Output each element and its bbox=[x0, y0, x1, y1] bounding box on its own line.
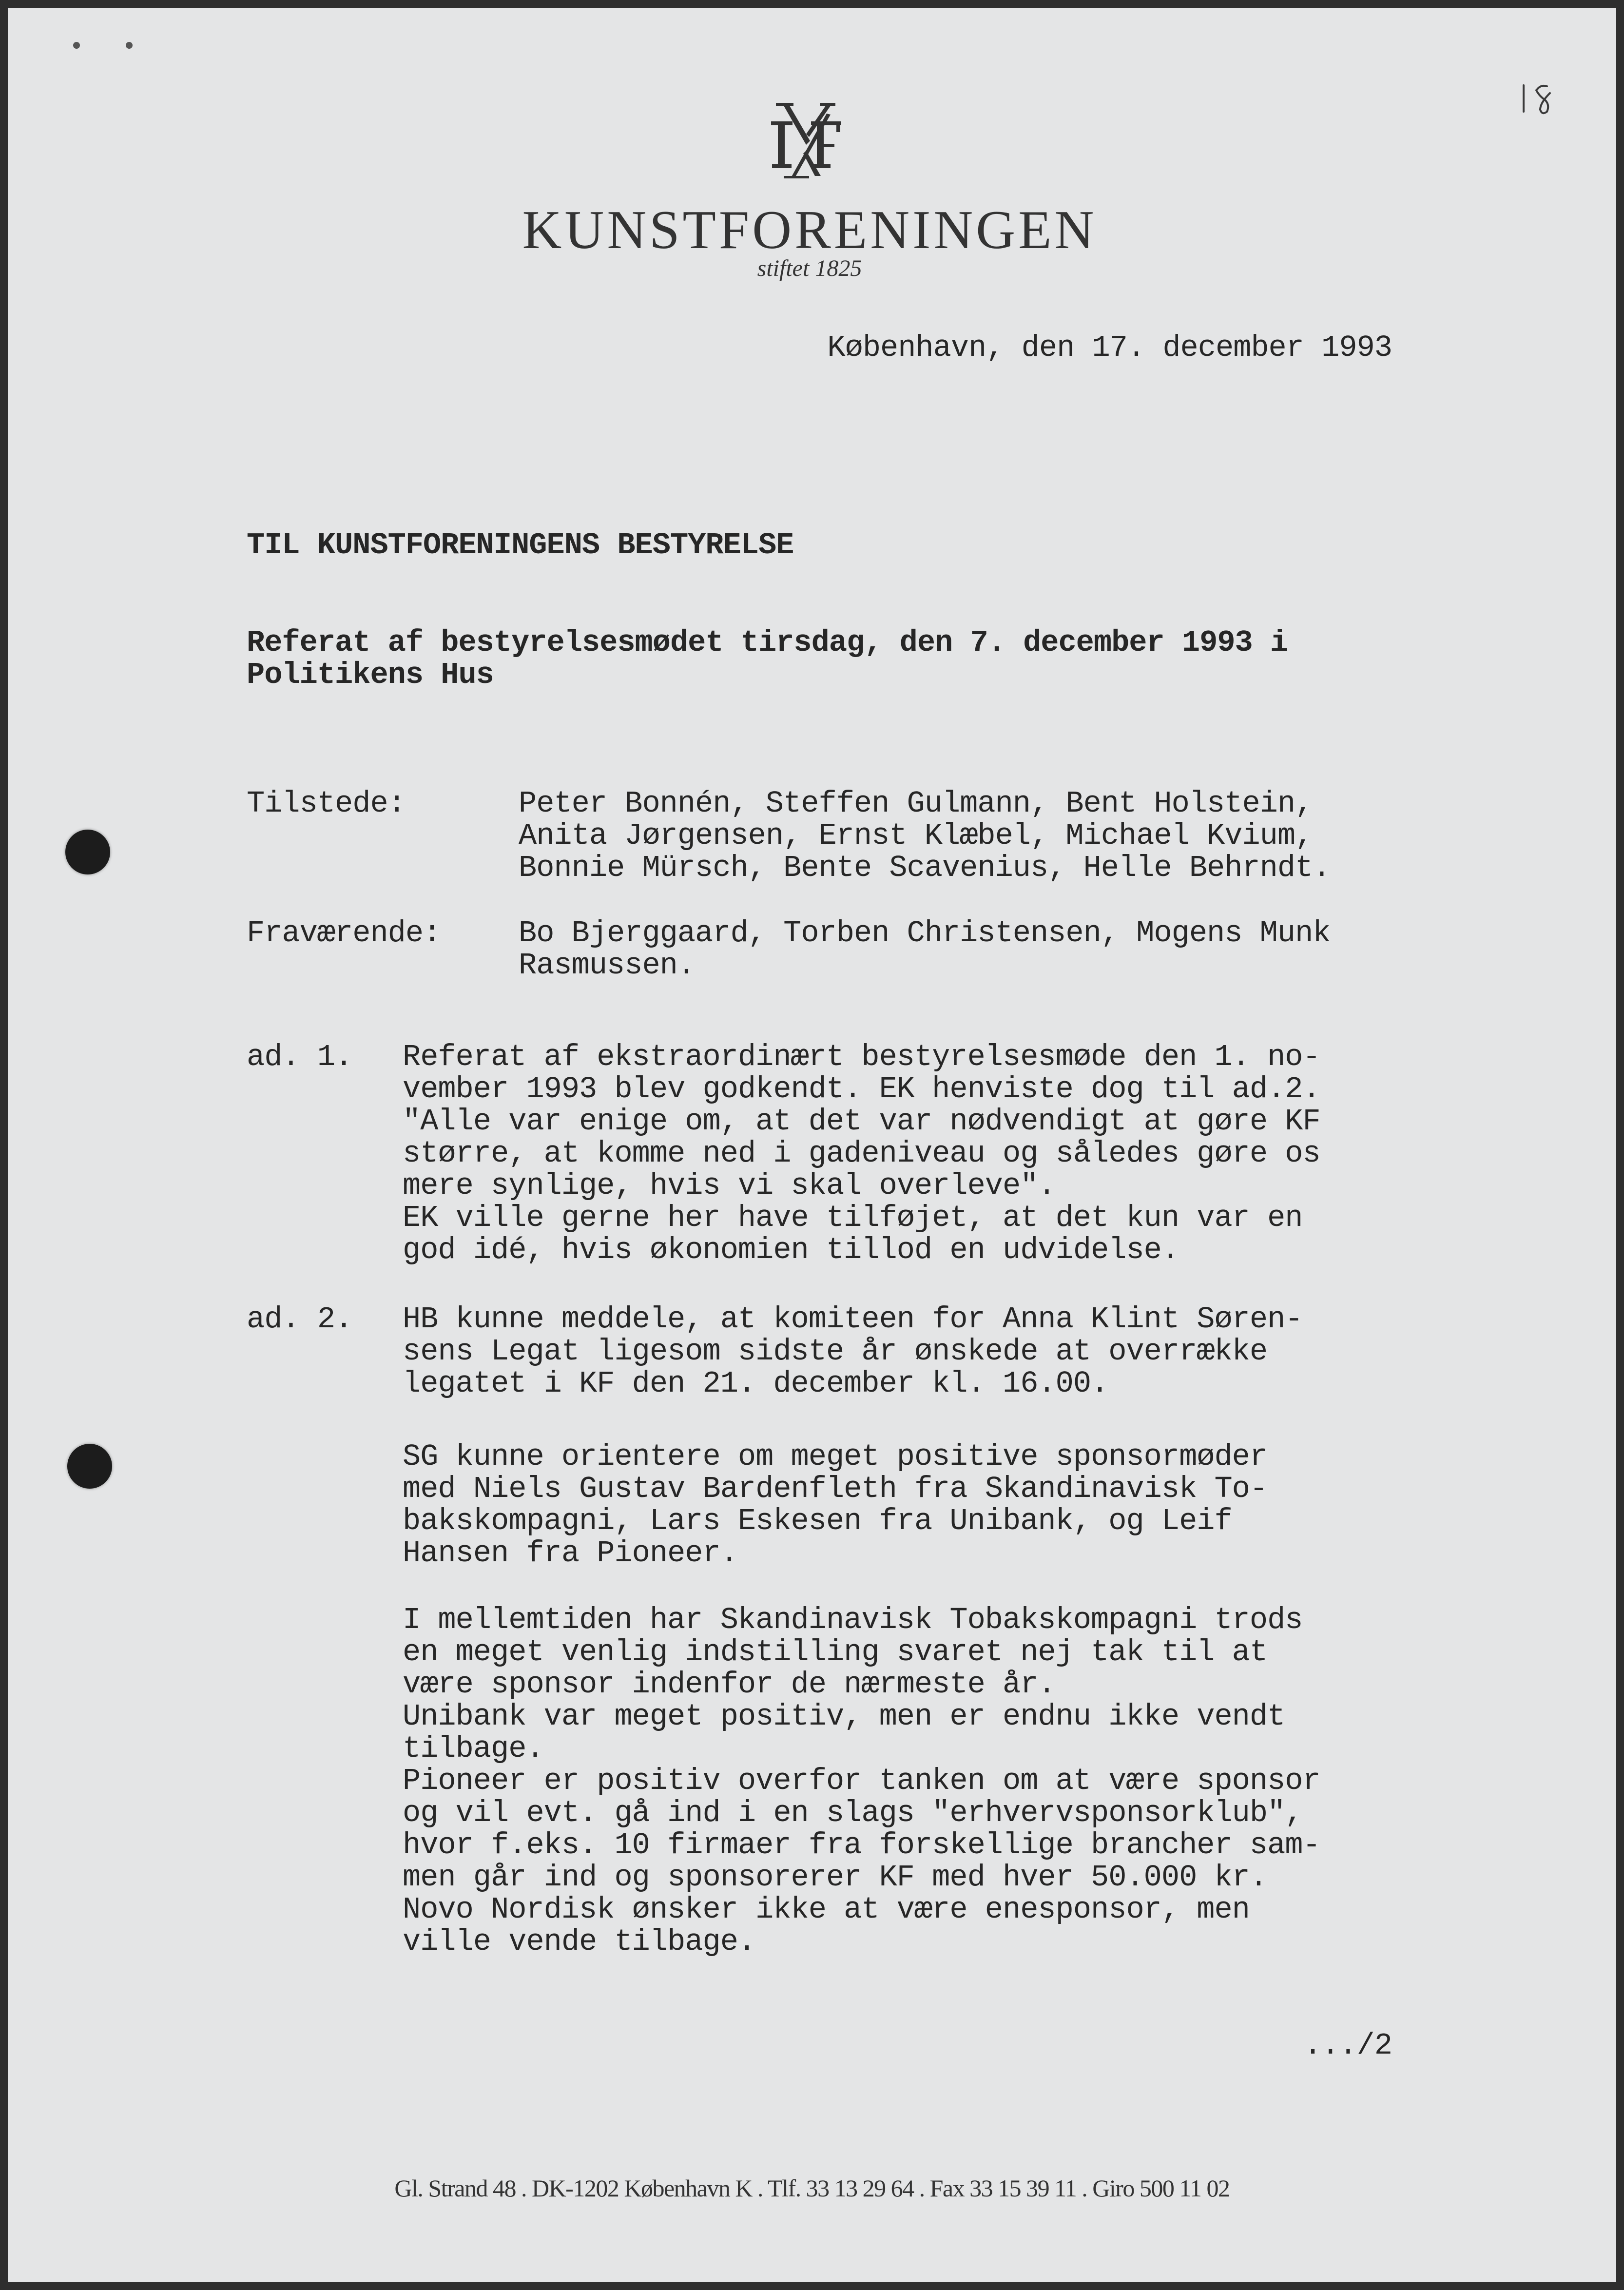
agenda-line: hvor f.eks. 10 firmaer fra forskellige brancher sam- bbox=[403, 1828, 1320, 1863]
recipient-heading: TIL KUNSTFORENINGENS BESTYRELSE bbox=[247, 528, 794, 563]
date-line: København, den 17. december 1993 bbox=[827, 330, 1392, 365]
continuation-marker: .../2 bbox=[1303, 2028, 1392, 2063]
agenda-line: Novo Nordisk ønsker ikke at være enesponsor, men bbox=[403, 1892, 1250, 1927]
agenda-item-2-paragraph-2 bbox=[403, 1441, 1450, 1570]
agenda-line: legatet i KF den 21. december kl. 16.00. bbox=[403, 1366, 1109, 1401]
absent-list bbox=[519, 917, 1445, 982]
agenda-item-2-paragraph-1 bbox=[403, 1303, 1450, 1400]
kf-monogram-logo bbox=[762, 103, 850, 178]
agenda-line: være sponsor indenfor de nærmeste år. bbox=[403, 1667, 1056, 1702]
punch-hole-bottom bbox=[67, 1444, 112, 1489]
organization-name: KUNSTFORENINGEN bbox=[522, 200, 1097, 260]
agenda-line: en meget venlig indstilling svaret nej tak til at bbox=[403, 1635, 1268, 1669]
present-line: Peter Bonnén, Steffen Gulmann, Bent Holstein, bbox=[519, 786, 1313, 821]
absent-label: Fraværende: bbox=[247, 916, 441, 951]
agenda-line: HB kunne meddele, at komiteen for Anna Klint Søren- bbox=[403, 1302, 1303, 1337]
agenda-line: større, at komme ned i gadeniveau og således gøre os bbox=[403, 1136, 1320, 1171]
absent-line: Rasmussen. bbox=[519, 948, 696, 983]
agenda-item-label: ad. 2. bbox=[247, 1302, 353, 1337]
agenda-line: bakskompagni, Lars Eskesen fra Unibank, og Leif bbox=[403, 1504, 1232, 1538]
absent-line: Bo Bjerggaard, Torben Christensen, Mogens Munk bbox=[519, 916, 1331, 951]
agenda-line: SG kunne orientere om meget positive sponsormøder bbox=[403, 1439, 1268, 1474]
present-label: Tilstede: bbox=[247, 786, 406, 821]
subject-line: Politikens Hus bbox=[247, 658, 494, 692]
agenda-line: mere synlige, hvis vi skal overleve". bbox=[403, 1168, 1056, 1203]
document-page bbox=[8, 8, 1616, 2282]
present-list bbox=[519, 788, 1445, 884]
agenda-line: "Alle var enige om, at det var nødvendigt at gøre KF bbox=[403, 1104, 1320, 1139]
subject-heading bbox=[247, 627, 1416, 691]
agenda-line: Hansen fra Pioneer. bbox=[403, 1536, 738, 1571]
agenda-line: god idé, hvis økonomien tillod en udvidelse. bbox=[403, 1233, 1179, 1267]
agenda-line: sens Legat ligesom sidste år ønskede at overrække bbox=[403, 1334, 1268, 1369]
agenda-line: vember 1993 blev godkendt. EK henviste dog til ad.2. bbox=[403, 1072, 1320, 1106]
present-line: Anita Jørgensen, Ernst Klæbel, Michael Kvium, bbox=[519, 818, 1313, 853]
handwritten-page-number bbox=[1518, 78, 1557, 117]
agenda-line: Unibank var meget positiv, men er endnu ikke vendt bbox=[403, 1699, 1285, 1734]
agenda-line: I mellemtiden har Skandinavisk Tobakskompagni trods bbox=[403, 1603, 1303, 1637]
agenda-item-label: ad. 1. bbox=[247, 1040, 353, 1074]
agenda-line: og vil evt. gå ind i en slags "erhvervsponsorklub", bbox=[403, 1796, 1303, 1830]
agenda-line: EK ville gerne her have tilføjet, at det kun var en bbox=[403, 1201, 1303, 1235]
agenda-line: Pioneer er positiv overfor tanken om at være sponsor bbox=[403, 1764, 1320, 1798]
agenda-item-2-paragraph-3 bbox=[403, 1604, 1450, 1958]
agenda-line: med Niels Gustav Bardenfleth fra Skandinavisk To- bbox=[403, 1472, 1268, 1506]
agenda-line: tilbage. bbox=[403, 1731, 544, 1766]
agenda-item-1-text bbox=[403, 1041, 1450, 1266]
subject-line: Referat af bestyrelsesmødet tirsdag, den 7. december 1993 i bbox=[247, 625, 1288, 660]
agenda-line: ville vende tilbage. bbox=[403, 1924, 756, 1959]
present-line: Bonnie Mürsch, Bente Scavenius, Helle Behrndt. bbox=[519, 851, 1331, 885]
agenda-line: men går ind og sponsorerer KF med hver 50.000 kr. bbox=[403, 1860, 1268, 1895]
staple-hole-left bbox=[73, 42, 80, 49]
letterhead-footer: Gl. Strand 48 . DK-1202 København K . Tlf. 33 13 29 64 . Fax 33 15 39 11 . Giro 500 11 02 bbox=[394, 2174, 1230, 2202]
staple-hole-right bbox=[126, 42, 133, 49]
agenda-line: Referat af ekstraordinært bestyrelsesmøde den 1. no- bbox=[403, 1040, 1320, 1074]
founded-line: stiftet 1825 bbox=[757, 255, 862, 281]
punch-hole-top bbox=[65, 830, 110, 874]
